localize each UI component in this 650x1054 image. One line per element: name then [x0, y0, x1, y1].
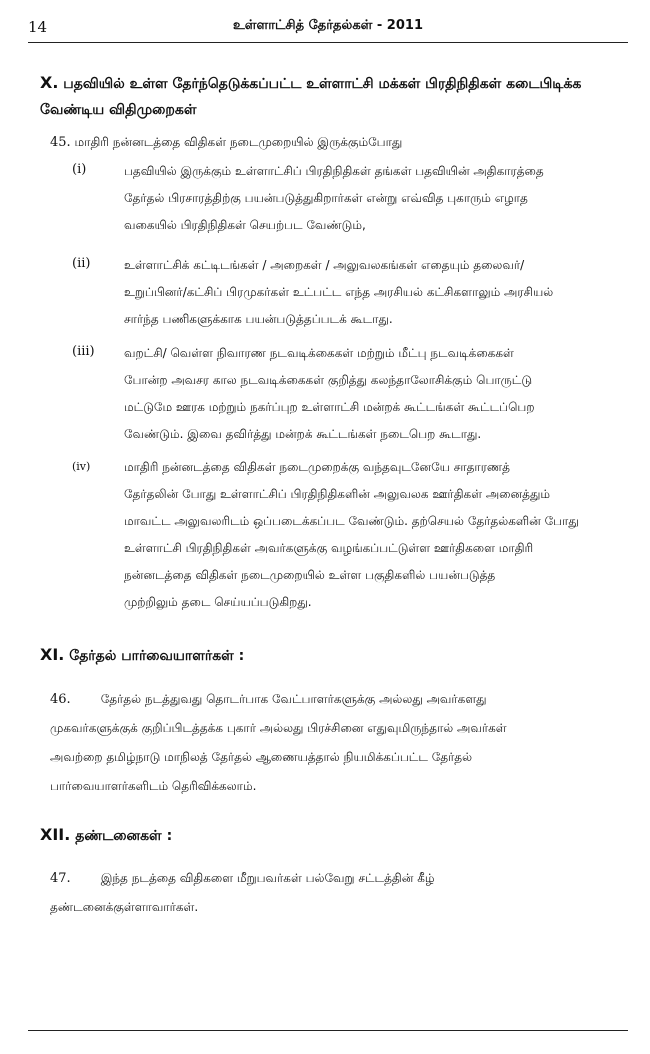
item-marker: (iv)	[72, 460, 91, 473]
para-45-number: 45.	[50, 135, 71, 150]
item-marker: (ii)	[72, 256, 91, 271]
para-47-number: 47.	[50, 871, 71, 886]
para-line	[50, 864, 628, 893]
header-rule	[28, 42, 628, 43]
para-line-text: இந்த நடத்தை விதிகளை மீறுபவர்கள் பல்வேறு சட்டத்தின் கீழ்	[100, 871, 435, 885]
item-line: முற்றிலும் தடை செய்யப்படுகிறது.	[124, 595, 312, 609]
para-46	[50, 685, 628, 801]
item-line: பதவியில் இருக்கும் உள்ளாட்சிப் பிரதிநிதிகள் தங்கள் பதவியின் அதிகாரத்தை	[124, 164, 544, 178]
section-x-roman: X.	[40, 73, 59, 92]
item-body	[124, 158, 624, 239]
item-marker: (iii)	[72, 344, 95, 359]
item-line: தேர்தலின் போது உள்ளாட்சிப் பிரதிநிதிகளின் அலுவலக ஊர்திகள் அனைத்தும்	[124, 487, 551, 501]
para-line-text: தேர்தல் நடத்துவது தொடர்பாக வேட்பாளர்களுக்கு அல்லது அவர்களது	[100, 692, 487, 706]
para-line	[50, 685, 628, 714]
section-x-title-line1: பதவியில் உள்ள தேர்ந்தெடுக்கப்பட்ட உள்ளாட்சி மக்கள் பிரதிநிதிகள் கடைபிடிக்க	[63, 76, 582, 92]
item-body	[124, 454, 624, 616]
item-line: உள்ளாட்சிக் கட்டிடங்கள் / அறைகள் / அலுவலகங்கள் எதையும் தலைவர்/	[124, 258, 525, 272]
section-xii-heading	[40, 822, 620, 849]
para-45-intro	[50, 132, 610, 153]
section-xi-roman: XI.	[40, 645, 65, 664]
item-line: உறுப்பினர்/கட்சிப் பிரமுகர்கள் உட்பட்ட எந்த அரசியல் கட்சிகளாலும் அரசியல்	[124, 285, 554, 299]
item-body	[124, 252, 624, 333]
para-line: அவற்றை தமிழ்நாடு மாநிலத் தேர்தல் ஆணையத்தால் நியமிக்கப்பட்ட தேர்தல்	[50, 750, 473, 764]
footer-rule	[28, 1030, 628, 1031]
item-line: தேர்தல் பிரசாரத்திற்கு பயன்படுத்துகிறார்கள் என்று எவ்வித புகாரும் எழாத	[124, 191, 528, 205]
item-line: சார்ந்த பணிகளுக்காக பயன்படுத்தப்படக் கூடாது.	[124, 312, 393, 326]
section-x-title-line2: வேண்டிய விதிமுறைகள்	[40, 102, 197, 118]
item-line: வறட்சி/ வெள்ள நிவாரண நடவடிக்கைகள் மற்றும் மீட்பு நடவடிக்கைகள்	[124, 346, 514, 360]
para-45-text: மாதிரி நன்னடத்தை விதிகள் நடைமுறையில் இருக்கும்போது	[74, 135, 403, 149]
item-line: மட்டுமே ஊரக மற்றும் நகர்ப்புற உள்ளாட்சி மன்றக் கூட்டங்கள் கூட்டப்பெற	[124, 400, 535, 414]
section-xii-title: தண்டனைகள் :	[75, 828, 173, 844]
section-xi-heading	[40, 642, 620, 669]
section-x-heading	[40, 70, 620, 123]
section-xi-title: தேர்தல் பார்வையாளர்கள் :	[69, 648, 245, 664]
para-line: பார்வையாளர்களிடம் தெரிவிக்கலாம்.	[50, 779, 257, 793]
item-line: மாதிரி நன்னடத்தை விதிகள் நடைமுறைக்கு வந்தவுடனேயே சாதாரணத்	[124, 460, 510, 474]
item-line: மாவட்ட அலுவலரிடம் ஒப்படைக்கப்பட வேண்டும். தற்செயல் தேர்தல்களின் போது	[124, 514, 579, 528]
running-title: உள்ளாட்சித் தேர்தல்கள் - 2011	[233, 18, 423, 33]
page-number: 14	[28, 18, 48, 36]
para-47	[50, 864, 628, 922]
item-line: உள்ளாட்சி பிரதிநிதிகள் அவர்களுக்கு வழங்கப்பட்டுள்ள ஊர்திகளை மாதிரி	[124, 541, 534, 555]
para-46-number: 46.	[50, 692, 71, 707]
item-line: போன்ற அவசர கால நடவடிக்கைகள் குறித்து கலந்தாலோசிக்கும் பொருட்டு	[124, 373, 533, 387]
para-line: முகவர்களுக்குக் குறிப்பிடத்தக்க புகார் அல்லது பிரச்சினை எதுவுமிருந்தால் அவர்கள்	[50, 721, 507, 735]
item-line: வேண்டும். இவை தவிர்த்து மன்றக் கூட்டங்கள் நடைபெற கூடாது.	[124, 427, 482, 441]
item-body	[124, 340, 624, 448]
para-line: தண்டனைக்குள்ளாவார்கள்.	[50, 900, 199, 914]
item-line: நன்னடத்தை விதிகள் நடைமுறையில் உள்ள பகுதிகளில் பயன்படுத்த	[124, 568, 496, 582]
page-header	[28, 18, 628, 40]
item-marker: (i)	[72, 162, 87, 177]
section-xii-roman: XII.	[40, 825, 71, 844]
item-line: வகையில் பிரதிநிதிகள் செயற்பட வேண்டும்,	[124, 218, 366, 232]
